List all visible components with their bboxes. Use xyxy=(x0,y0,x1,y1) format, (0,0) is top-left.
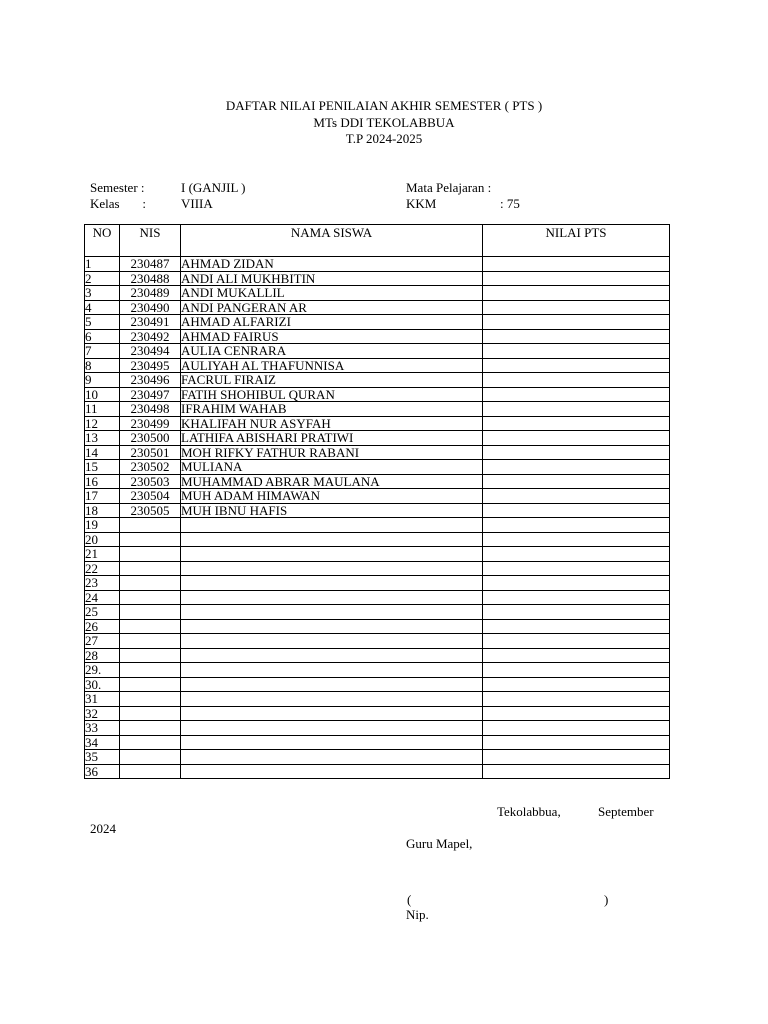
student-score xyxy=(483,286,670,301)
row-number: 6 xyxy=(85,329,120,344)
student-score xyxy=(483,663,670,678)
student-score xyxy=(483,329,670,344)
student-score xyxy=(483,402,670,417)
teacher-nip: Nip. xyxy=(406,907,429,922)
student-nis xyxy=(120,663,181,678)
student-score xyxy=(483,619,670,634)
table-row xyxy=(85,503,670,518)
row-number: 20 xyxy=(85,532,120,547)
student-nis xyxy=(120,764,181,779)
table-row xyxy=(85,735,670,750)
table-row xyxy=(85,605,670,620)
document-title: DAFTAR NILAI PENILAIAN AKHIR SEMESTER ( PTS ) xyxy=(225,98,543,113)
row-number: 15 xyxy=(85,460,120,475)
student-nis xyxy=(120,576,181,591)
student-score xyxy=(483,677,670,692)
student-nis xyxy=(120,619,181,634)
table-row xyxy=(85,271,670,286)
kkm-label: KKM xyxy=(406,196,437,211)
student-nis xyxy=(120,518,181,533)
row-number: 8 xyxy=(85,358,120,373)
student-score xyxy=(483,416,670,431)
grades-table xyxy=(84,224,670,779)
student-nis xyxy=(120,692,181,707)
row-number: 4 xyxy=(85,300,120,315)
row-number: 32 xyxy=(85,706,120,721)
student-nis: 230496 xyxy=(120,373,181,388)
student-name: MUH ADAM HIMAWAN xyxy=(181,489,483,504)
student-nis: 230497 xyxy=(120,387,181,402)
table-row xyxy=(85,692,670,707)
table-row xyxy=(85,648,670,663)
table-row xyxy=(85,721,670,736)
student-name xyxy=(181,735,483,750)
row-number: 3 xyxy=(85,286,120,301)
student-name xyxy=(181,648,483,663)
column-header-no: NO xyxy=(85,225,120,257)
student-name: LATHIFA ABISHARI PRATIWI xyxy=(181,431,483,446)
signature-month: September xyxy=(598,804,654,819)
student-name xyxy=(181,576,483,591)
class-label: Kelas : xyxy=(90,196,146,211)
row-number: 24 xyxy=(85,590,120,605)
table-row xyxy=(85,402,670,417)
student-score xyxy=(483,315,670,330)
student-score xyxy=(483,706,670,721)
table-row xyxy=(85,489,670,504)
student-score xyxy=(483,547,670,562)
table-row xyxy=(85,315,670,330)
student-nis: 230499 xyxy=(120,416,181,431)
table-row xyxy=(85,344,670,359)
row-number: 29. xyxy=(85,663,120,678)
subject-label: Mata Pelajaran : xyxy=(406,180,492,195)
row-number: 23 xyxy=(85,576,120,591)
row-number: 14 xyxy=(85,445,120,460)
student-nis xyxy=(120,547,181,562)
student-nis: 230495 xyxy=(120,358,181,373)
student-nis: 230490 xyxy=(120,300,181,315)
student-score xyxy=(483,648,670,663)
student-nis xyxy=(120,634,181,649)
student-name: AULIA CENRARA xyxy=(181,344,483,359)
table-row xyxy=(85,561,670,576)
student-score xyxy=(483,474,670,489)
table-row xyxy=(85,576,670,591)
student-nis xyxy=(120,750,181,765)
student-score xyxy=(483,387,670,402)
row-number: 18 xyxy=(85,503,120,518)
column-header-nis: NIS xyxy=(120,225,181,257)
row-number: 5 xyxy=(85,315,120,330)
row-number: 27 xyxy=(85,634,120,649)
student-score xyxy=(483,750,670,765)
student-nis xyxy=(120,721,181,736)
student-name xyxy=(181,750,483,765)
column-header-nilai: NILAI PTS xyxy=(483,225,670,257)
row-number: 12 xyxy=(85,416,120,431)
student-score xyxy=(483,532,670,547)
row-number: 36 xyxy=(85,764,120,779)
student-name: ANDI ALI MUKHBITIN xyxy=(181,271,483,286)
student-name xyxy=(181,634,483,649)
table-row xyxy=(85,416,670,431)
student-name xyxy=(181,532,483,547)
table-row xyxy=(85,590,670,605)
student-nis: 230492 xyxy=(120,329,181,344)
student-score xyxy=(483,561,670,576)
table-row xyxy=(85,387,670,402)
student-nis xyxy=(120,590,181,605)
table-row xyxy=(85,445,670,460)
school-name: MTs DDI TEKOLABBUA xyxy=(313,115,455,130)
row-number: 21 xyxy=(85,547,120,562)
row-number: 31 xyxy=(85,692,120,707)
student-score xyxy=(483,503,670,518)
student-nis: 230488 xyxy=(120,271,181,286)
student-name xyxy=(181,605,483,620)
student-score xyxy=(483,358,670,373)
student-nis: 230501 xyxy=(120,445,181,460)
semester-value: I (GANJIL ) xyxy=(181,180,246,195)
student-name: MUH IBNU HAFIS xyxy=(181,503,483,518)
student-score xyxy=(483,271,670,286)
table-row xyxy=(85,257,670,272)
row-number: 13 xyxy=(85,431,120,446)
row-number: 25 xyxy=(85,605,120,620)
student-name: IFRAHIM WAHAB xyxy=(181,402,483,417)
student-score xyxy=(483,576,670,591)
table-header-row xyxy=(85,225,670,257)
student-score xyxy=(483,460,670,475)
row-number: 22 xyxy=(85,561,120,576)
semester-label: Semester : xyxy=(90,180,145,195)
row-number: 28 xyxy=(85,648,120,663)
row-number: 11 xyxy=(85,402,120,417)
student-nis: 230491 xyxy=(120,315,181,330)
student-name xyxy=(181,764,483,779)
kkm-value: : 75 xyxy=(500,196,520,211)
student-score xyxy=(483,300,670,315)
student-score xyxy=(483,605,670,620)
student-score xyxy=(483,735,670,750)
student-nis: 230489 xyxy=(120,286,181,301)
student-name: FACRUL FIRAIZ xyxy=(181,373,483,388)
table-row xyxy=(85,460,670,475)
student-nis xyxy=(120,706,181,721)
row-number: 33 xyxy=(85,721,120,736)
table-row xyxy=(85,329,670,344)
row-number: 7 xyxy=(85,344,120,359)
row-number: 1 xyxy=(85,257,120,272)
signature-paren-open: ( xyxy=(407,892,412,907)
student-name: MOH RIFKY FATHUR RABANI xyxy=(181,445,483,460)
student-nis xyxy=(120,735,181,750)
table-row xyxy=(85,663,670,678)
row-number: 19 xyxy=(85,518,120,533)
student-nis xyxy=(120,648,181,663)
row-number: 9 xyxy=(85,373,120,388)
student-nis xyxy=(120,532,181,547)
student-score xyxy=(483,692,670,707)
school-year: T.P 2024-2025 xyxy=(345,131,423,146)
student-name xyxy=(181,561,483,576)
table-row xyxy=(85,677,670,692)
table-row xyxy=(85,706,670,721)
student-score xyxy=(483,764,670,779)
student-name: AHMAD ALFARIZI xyxy=(181,315,483,330)
signature-paren-close: ) xyxy=(604,892,609,907)
table-row xyxy=(85,532,670,547)
table-row xyxy=(85,300,670,315)
student-nis xyxy=(120,605,181,620)
student-name xyxy=(181,619,483,634)
table-row xyxy=(85,547,670,562)
table-row xyxy=(85,750,670,765)
table-row xyxy=(85,286,670,301)
student-score xyxy=(483,431,670,446)
student-name: AHMAD FAIRUS xyxy=(181,329,483,344)
student-score xyxy=(483,590,670,605)
student-name xyxy=(181,706,483,721)
row-number: 2 xyxy=(85,271,120,286)
student-nis: 230502 xyxy=(120,460,181,475)
table-row xyxy=(85,619,670,634)
student-name: KHALIFAH NUR ASYFAH xyxy=(181,416,483,431)
table-row xyxy=(85,474,670,489)
student-nis: 230505 xyxy=(120,503,181,518)
student-nis: 230500 xyxy=(120,431,181,446)
student-name: FATIH SHOHIBUL QURAN xyxy=(181,387,483,402)
student-name xyxy=(181,518,483,533)
table-row xyxy=(85,373,670,388)
student-nis: 230504 xyxy=(120,489,181,504)
student-name: MULIANA xyxy=(181,460,483,475)
student-name xyxy=(181,692,483,707)
student-nis: 230503 xyxy=(120,474,181,489)
row-number: 17 xyxy=(85,489,120,504)
row-number: 10 xyxy=(85,387,120,402)
row-number: 35 xyxy=(85,750,120,765)
table-row xyxy=(85,431,670,446)
student-name xyxy=(181,590,483,605)
student-name: AULIYAH AL THAFUNNISA xyxy=(181,358,483,373)
student-name: MUHAMMAD ABRAR MAULANA xyxy=(181,474,483,489)
student-nis xyxy=(120,677,181,692)
student-name: ANDI PANGERAN AR xyxy=(181,300,483,315)
student-score xyxy=(483,373,670,388)
student-score xyxy=(483,445,670,460)
table-row xyxy=(85,764,670,779)
student-score xyxy=(483,721,670,736)
table-row xyxy=(85,634,670,649)
student-name xyxy=(181,677,483,692)
class-value: VIIIA xyxy=(181,196,213,211)
student-score xyxy=(483,518,670,533)
row-number: 16 xyxy=(85,474,120,489)
student-name: ANDI MUKALLIL xyxy=(181,286,483,301)
signature-year: 2024 xyxy=(90,821,116,836)
row-number: 26 xyxy=(85,619,120,634)
column-header-nama: NAMA SISWA xyxy=(181,225,483,257)
signature-place: Tekolabbua, xyxy=(497,804,561,819)
student-name xyxy=(181,663,483,678)
student-nis: 230494 xyxy=(120,344,181,359)
student-nis: 230498 xyxy=(120,402,181,417)
row-number: 30. xyxy=(85,677,120,692)
student-score xyxy=(483,489,670,504)
table-row xyxy=(85,358,670,373)
student-score xyxy=(483,634,670,649)
student-score xyxy=(483,257,670,272)
student-nis: 230487 xyxy=(120,257,181,272)
student-nis xyxy=(120,561,181,576)
teacher-role: Guru Mapel, xyxy=(406,836,473,851)
table-row xyxy=(85,518,670,533)
student-name xyxy=(181,547,483,562)
student-score xyxy=(483,344,670,359)
student-name: AHMAD ZIDAN xyxy=(181,257,483,272)
row-number: 34 xyxy=(85,735,120,750)
student-name xyxy=(181,721,483,736)
